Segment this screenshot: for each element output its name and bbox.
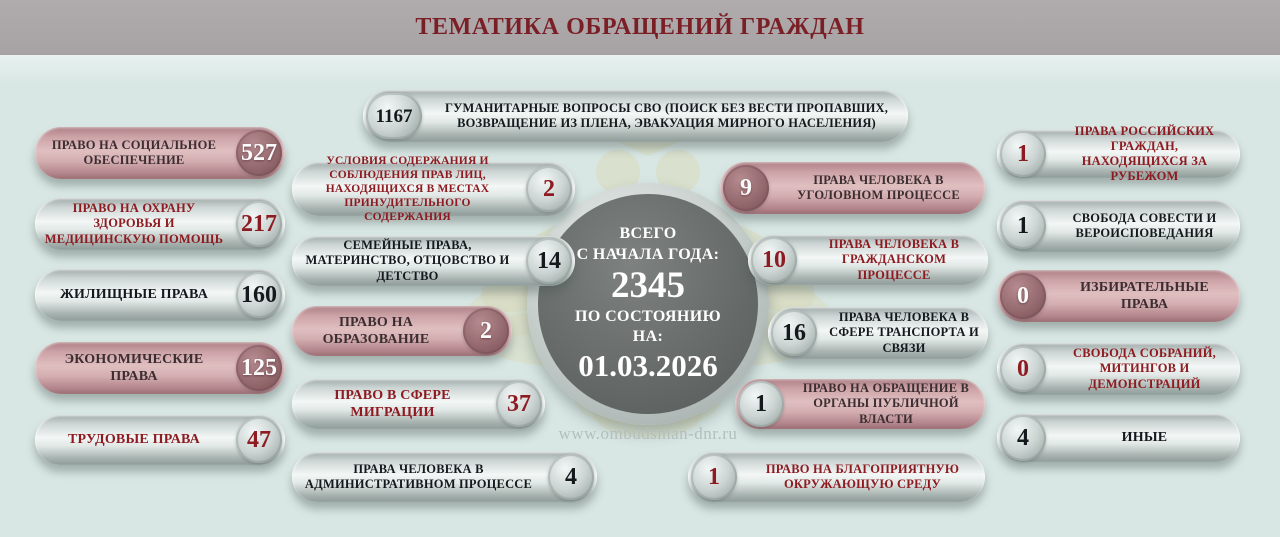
category-pill-other bbox=[997, 414, 1240, 462]
category-pill-civil-process bbox=[748, 235, 988, 285]
count-badge: 1 bbox=[1000, 203, 1046, 249]
category-pill-family-rights bbox=[292, 236, 575, 286]
category-pill-social-security bbox=[35, 127, 285, 179]
count-badge: 10 bbox=[751, 237, 797, 283]
header-bar bbox=[0, 0, 1280, 55]
category-pill-migration bbox=[292, 379, 545, 429]
category-pill-transport-communication bbox=[768, 307, 988, 359]
header-glow-strip bbox=[0, 55, 1280, 83]
category-pill-administrative-process bbox=[292, 452, 597, 502]
category-pill-health-care bbox=[35, 198, 285, 250]
category-label: УСЛОВИЯ СОДЕРЖАНИЯ И СОБЛЮДЕНИЯ ПРАВ ЛИЦ, НАХОДЯЩИХСЯ В МЕСТАХ ПРИНУДИТЕЛЬНОГО СОДЕРЖАНИЯ bbox=[325, 154, 490, 224]
count-badge: 1 bbox=[691, 454, 737, 500]
category-pill-environment bbox=[688, 452, 985, 502]
category-label: ИНЫЕ bbox=[1121, 430, 1168, 446]
category-label: СВОБОДА СОБРАНИЙ, МИТИНГОВ И ДЕМОНСТРАЦИЙ bbox=[1073, 346, 1216, 391]
category-pill-education bbox=[292, 306, 512, 356]
category-pill-economic-rights bbox=[35, 342, 285, 394]
category-pill-freedom-of-conscience bbox=[997, 200, 1240, 252]
count-badge: 0 bbox=[1000, 346, 1046, 392]
category-label: ПРАВО НА БЛАГОПРИЯТНУЮ ОКРУЖАЮЩУЮ СРЕДУ bbox=[765, 461, 960, 491]
total-caption-line2: С НАЧАЛА ГОДА: bbox=[576, 246, 720, 264]
total-caption-line1: ВСЕГО bbox=[619, 225, 677, 243]
count-badge: 1167 bbox=[366, 93, 422, 139]
category-label: ЖИЛИЩНЫЕ ПРАВА bbox=[59, 287, 209, 303]
total-caption-line3: ПО СОСТОЯНИЮ bbox=[574, 307, 721, 325]
count-badge: 37 bbox=[496, 381, 542, 427]
count-badge: 4 bbox=[548, 454, 594, 500]
category-label: ПРАВА ЧЕЛОВЕКА В УГОЛОВНОМ ПРОЦЕССЕ bbox=[797, 172, 960, 202]
page-title: ТЕМАТИКА ОБРАЩЕНИЙ ГРАЖДАН bbox=[415, 14, 865, 40]
category-label: ПРАВА РОССИЙСКИХ ГРАЖДАН, НАХОДЯЩИХСЯ ЗА РУБЕЖОМ bbox=[1074, 123, 1215, 184]
category-label: ИЗБИРАТЕЛЬНЫЕ ПРАВА bbox=[1080, 279, 1209, 312]
category-pill-citizens-abroad bbox=[997, 123, 1240, 184]
category-label: ЭКОНОМИЧЕСКИЕ ПРАВА bbox=[64, 351, 204, 384]
count-badge: 1 bbox=[738, 381, 784, 427]
category-pill-labor-rights bbox=[35, 415, 285, 465]
count-badge: 16 bbox=[771, 310, 817, 356]
category-label: ГУМАНИТАРНЫЕ ВОПРОСЫ СВО (ПОИСК БЕЗ ВЕСТИ ПРОПАВШИХ, ВОЗВРАЩЕНИЕ ИЗ ПЛЕНА, ЭВАКУАЦИЯ МИРНОГО НАСЕЛЕНИЯ) bbox=[444, 100, 889, 130]
category-pill-public-authorities-appeal bbox=[735, 379, 985, 429]
count-badge: 217 bbox=[236, 201, 282, 247]
category-label: ТРУДОВЫЕ ПРАВА bbox=[68, 432, 200, 448]
category-label: ПРАВО НА ОБРАЗОВАНИЕ bbox=[322, 314, 430, 347]
category-label: ПРАВО НА СОЦИАЛЬНОЕ ОБЕСПЕЧЕНИЕ bbox=[51, 137, 217, 167]
count-badge: 160 bbox=[236, 272, 282, 318]
count-badge: 1 bbox=[1000, 131, 1046, 177]
category-label: ПРАВА ЧЕЛОВЕКА В ГРАЖДАНСКОМ ПРОЦЕССЕ bbox=[828, 237, 960, 282]
count-badge: 47 bbox=[236, 417, 282, 463]
category-pill-electoral-rights bbox=[997, 270, 1240, 322]
total-value: 2345 bbox=[611, 264, 685, 306]
category-pill-housing-rights bbox=[35, 269, 285, 321]
as-of-date: 01.03.2026 bbox=[578, 348, 718, 384]
category-label: ПРАВО В СФЕРЕ МИГРАЦИИ bbox=[334, 387, 451, 420]
category-label: СЕМЕЙНЫЕ ПРАВА, МАТЕРИНСТВО, ОТЦОВСТВО И ДЕТСТВО bbox=[305, 238, 510, 283]
category-pill-criminal-process bbox=[720, 162, 985, 214]
total-circle bbox=[538, 194, 758, 414]
count-badge: 2 bbox=[526, 166, 572, 212]
count-badge: 14 bbox=[526, 238, 572, 284]
category-label: ПРАВО НА ОХРАНУ ЗДОРОВЬЯ И МЕДИЦИНСКУЮ ПОМОЩЬ bbox=[44, 201, 224, 246]
count-badge: 4 bbox=[1000, 415, 1046, 461]
site-watermark: www.ombudsman-dnr.ru bbox=[558, 424, 738, 443]
category-label: ПРАВА ЧЕЛОВЕКА В СФЕРЕ ТРАНСПОРТА И СВЯЗИ bbox=[829, 310, 979, 355]
category-label: ПРАВО НА ОБРАЩЕНИЕ В ОРГАНЫ ПУБЛИЧНОЙ ВЛАСТИ bbox=[802, 381, 970, 426]
category-label: СВОБОДА СОВЕСТИ И ВЕРОИСПОВЕДАНИЯ bbox=[1072, 210, 1217, 240]
total-caption-line4: НА: bbox=[632, 328, 664, 346]
count-badge: 2 bbox=[463, 308, 509, 354]
count-badge: 125 bbox=[236, 345, 282, 391]
count-badge: 527 bbox=[236, 130, 282, 176]
category-label: ПРАВА ЧЕЛОВЕКА В АДМИНИСТРАТИВНОМ ПРОЦЕССЕ bbox=[304, 461, 533, 491]
category-pill-detention-conditions bbox=[292, 154, 575, 224]
total-circle-ring bbox=[527, 183, 769, 425]
category-pill-freedom-of-assembly bbox=[997, 343, 1240, 395]
count-badge: 0 bbox=[1000, 273, 1046, 319]
count-badge: 9 bbox=[723, 165, 769, 211]
category-pill-humanitarian-svo bbox=[363, 90, 908, 142]
